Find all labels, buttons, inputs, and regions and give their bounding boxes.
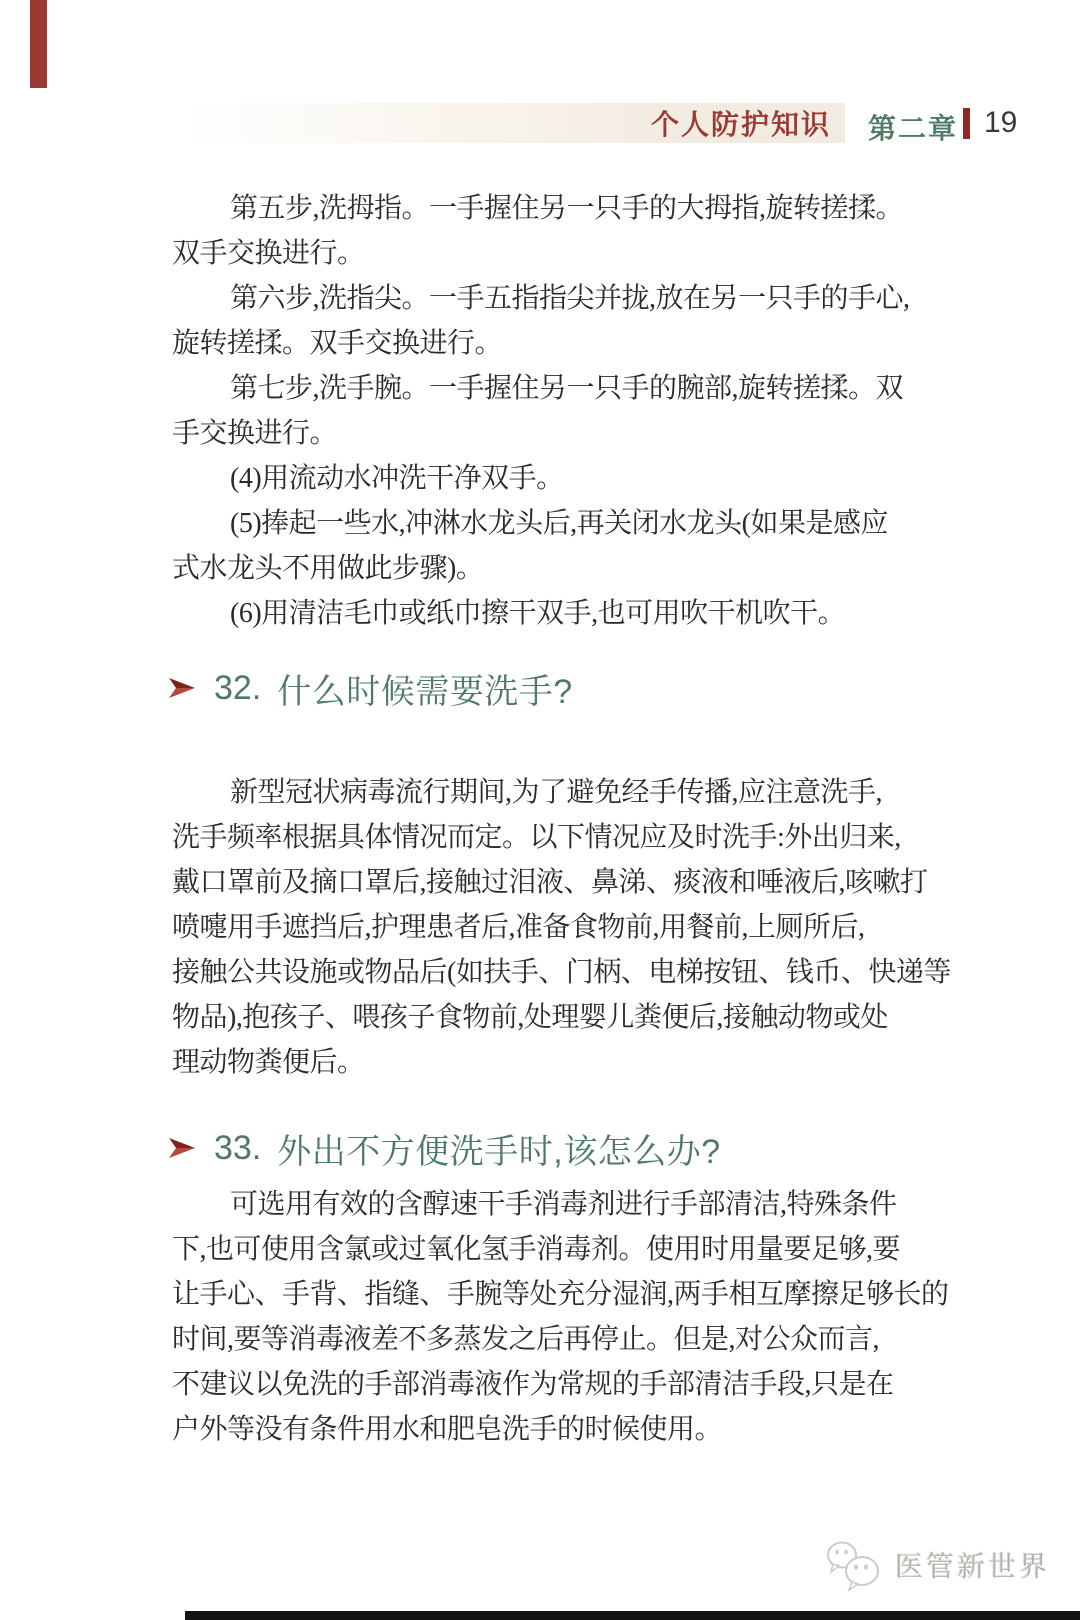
section-33-paragraph <box>172 1182 949 1452</box>
arrow-icon <box>168 677 196 699</box>
watermark <box>825 1535 1050 1595</box>
paragraph-line: 下,也可使用含氯或过氧化氢手消毒剂。使用时用量要足够,要 <box>172 1234 901 1265</box>
chapter-label: 第二章 <box>868 113 959 144</box>
paragraph-line: 可选用有效的含醇速干手消毒剂进行手部清洁,特殊条件 <box>230 1189 897 1220</box>
section-title: 什么时候需要洗手? <box>277 672 573 711</box>
paragraph-line: 物品),抱孩子、喂孩子食物前,处理婴儿粪便后,接触动物或处 <box>172 1002 888 1033</box>
intro-line: 手交换进行。 <box>172 418 338 449</box>
section-heading-32 <box>168 664 968 712</box>
intro-line: (5)捧起一些水,冲淋水龙头后,再关闭水龙头(如果是感应 <box>230 508 888 539</box>
intro-paragraphs <box>172 186 932 636</box>
paragraph-line: 理动物粪便后。 <box>172 1047 365 1078</box>
section-title: 外出不方便洗手时,该怎么办? <box>277 1132 721 1171</box>
intro-line: 式水龙头不用做此步骤)。 <box>172 553 484 584</box>
intro-line: 第六步,洗指尖。一手五指指尖并拢,放在另一只手的手心, <box>230 283 910 314</box>
page-header <box>0 103 1080 143</box>
intro-line: 旋转搓揉。双手交换进行。 <box>172 328 503 359</box>
paragraph-line: 让手心、手背、指缝、手腕等处充分湿润,两手相互摩擦足够长的 <box>172 1279 949 1310</box>
paragraph-line: 洗手频率根据具体情况而定。以下情况应及时洗手:外出归来, <box>172 822 901 853</box>
wechat-logo-icon <box>825 1538 883 1592</box>
paragraph-line: 戴口罩前及摘口罩后,接触过泪液、鼻涕、痰液和唾液后,咳嗽打 <box>172 867 928 898</box>
paragraph-line: 不建议以免洗的手部消毒液作为常规的手部清洁手段,只是在 <box>172 1369 894 1400</box>
intro-line: (4)用流动水冲洗干净双手。 <box>230 463 564 494</box>
intro-line: 第五步,洗拇指。一手握住另一只手的大拇指,旋转搓揉。 <box>230 193 904 224</box>
paragraph-line: 接触公共设施或物品后(如扶手、门柄、电梯按钮、钱币、快递等 <box>172 957 951 988</box>
header-strip <box>185 103 845 143</box>
section-32-paragraph <box>172 770 951 1085</box>
paragraph-line: 新型冠状病毒流行期间,为了避免经手传播,应注意洗手, <box>230 777 883 808</box>
section-number: 32. <box>214 668 262 707</box>
watermark-label: 医管新世界 <box>894 1551 1050 1582</box>
section-heading-33 <box>168 1124 968 1172</box>
paragraph-line: 喷嚏用手遮挡后,护理患者后,准备食物前,用餐前,上厕所后, <box>172 912 865 943</box>
arrow-icon <box>168 1137 196 1159</box>
chapter-edge-tab <box>30 0 47 88</box>
paragraph-line: 时间,要等消毒液差不多蒸发之后再停止。但是,对公众而言, <box>172 1324 880 1355</box>
footer-bar <box>185 1611 1080 1620</box>
header-divider <box>963 108 970 139</box>
intro-line: 第七步,洗手腕。一手握住另一只手的腕部,旋转搓揉。双 <box>230 373 904 404</box>
section-number: 33. <box>214 1128 262 1167</box>
page-number: 19 <box>984 106 1018 139</box>
intro-line: (6)用清洁毛巾或纸巾擦干双手,也可用吹干机吹干。 <box>230 598 846 629</box>
intro-line: 双手交换进行。 <box>172 238 365 269</box>
paragraph-line: 户外等没有条件用水和肥皂洗手的时候使用。 <box>172 1414 723 1445</box>
book-title: 个人防护知识 <box>650 109 831 140</box>
